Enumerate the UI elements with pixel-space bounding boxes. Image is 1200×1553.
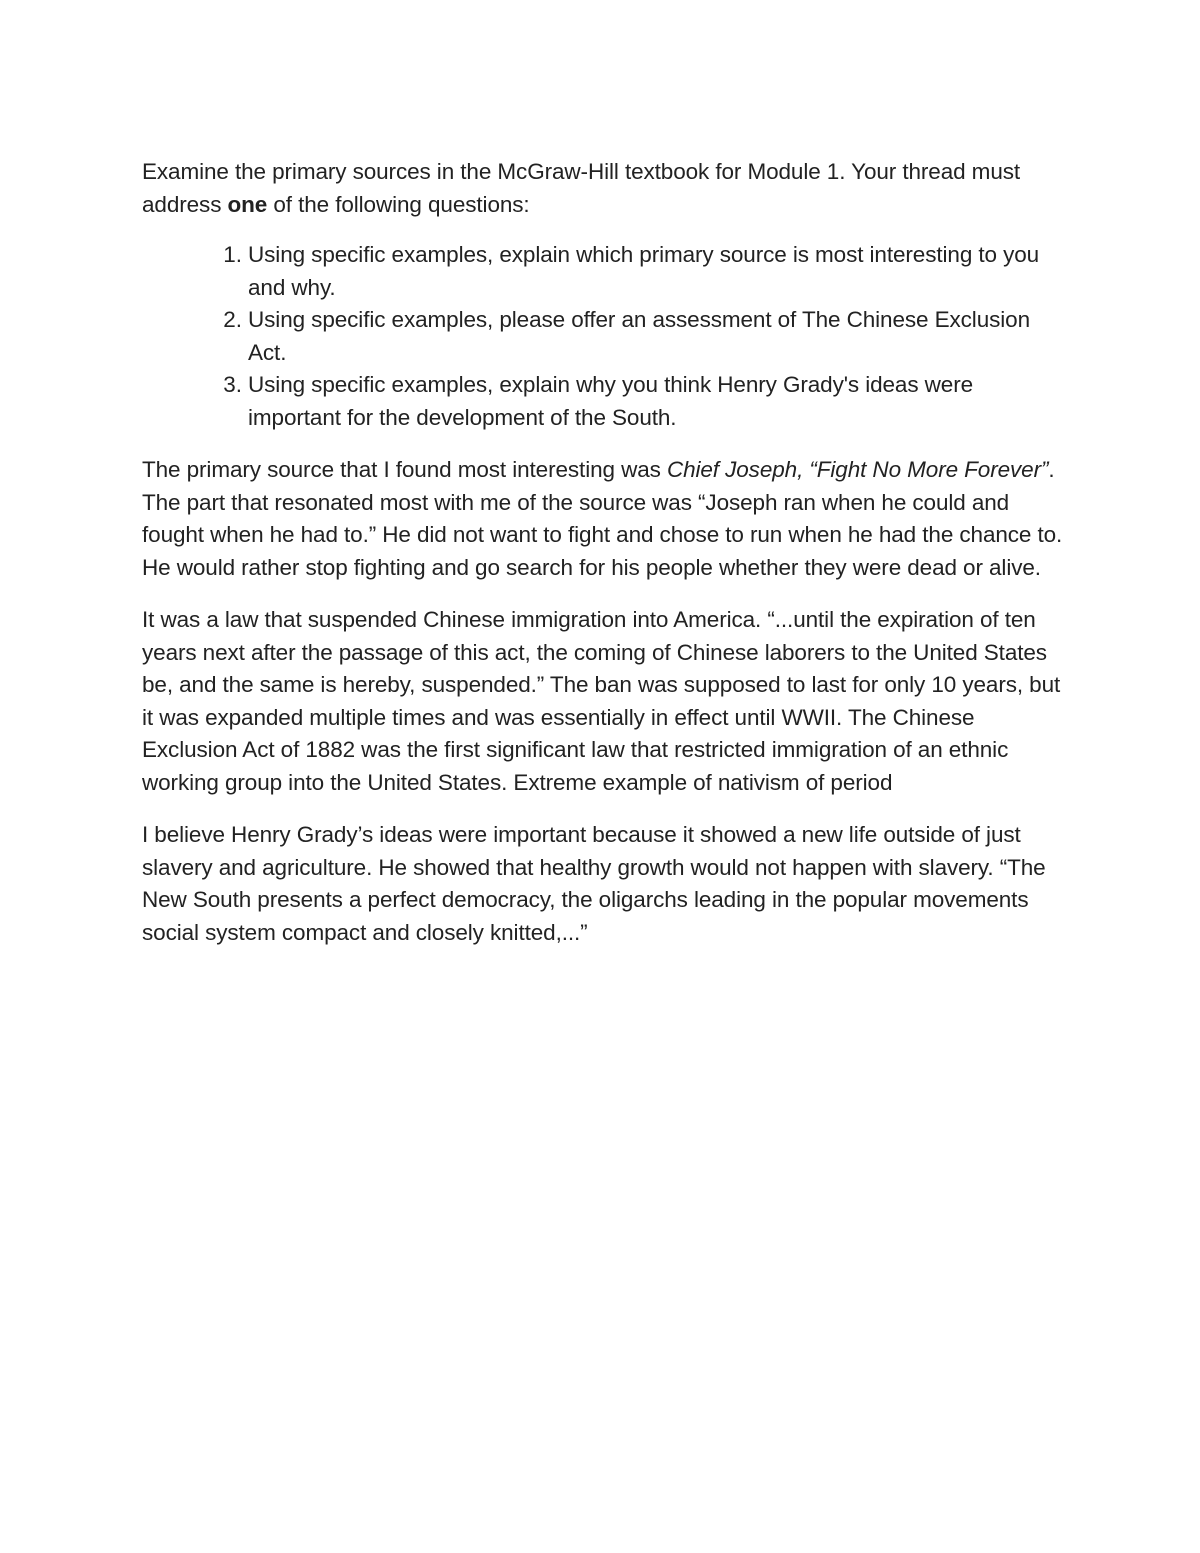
- intro-emphasis: one: [227, 191, 268, 217]
- answer1-source-title: Chief Joseph, “Fight No More Forever”: [666, 457, 1049, 482]
- document-page: [142, 156, 1072, 969]
- intro-text-end: of the following questions:: [267, 191, 530, 217]
- answer-paragraph-3: I believe Henry Grady’s ideas were important because it showed a new life outside of just slavery and agriculture. He showed that healthy growth would not happen with slavery. “The New South presents a perfect democracy, the oligarchs leading in the popular movements social system compact and closely knitted,...”: [142, 822, 1046, 945]
- answer1-text-end: . The part that resonated most with me of the source was “Joseph ran when he could and fought when he had to.” He did not want to fight and chose to run when he had the chance to. He would rather stop fighting and go search for his people whether they were dead or alive.: [142, 457, 1063, 580]
- intro-paragraph: [142, 156, 1072, 221]
- intro-text: Examine the primary sources in the McGraw-Hill textbook for Module 1. Your thread must address: [142, 159, 1021, 217]
- question-item: 1. Using specific examples, explain which primary source is most interesting to you and why.: [248, 239, 1072, 304]
- question-list: [142, 239, 1072, 434]
- question-item: 3. Using specific examples, explain why you think Henry Grady's ideas were important for the development of the South.: [248, 369, 1072, 434]
- answer-paragraph-1: [142, 454, 1072, 584]
- answer1-text: The primary source that I found most interesting was: [142, 457, 667, 482]
- question-item: 2. Using specific examples, please offer an assessment of The Chinese Exclusion Act.: [248, 304, 1072, 369]
- answer-paragraph-2: It was a law that suspended Chinese immigration into America. “...until the expiration of ten years next after the passage of this act, the coming of Chinese laborers to the United States be, and the same is hereby, suspended.” The ban was supposed to last for only 10 years, but it was expanded multiple times and was essentially in effect until WWII. The Chinese Exclusion Act of 1882 was the first significant law that restricted immigration of an ethnic working group into the United States. Extreme example of nativism of period: [142, 607, 1061, 795]
